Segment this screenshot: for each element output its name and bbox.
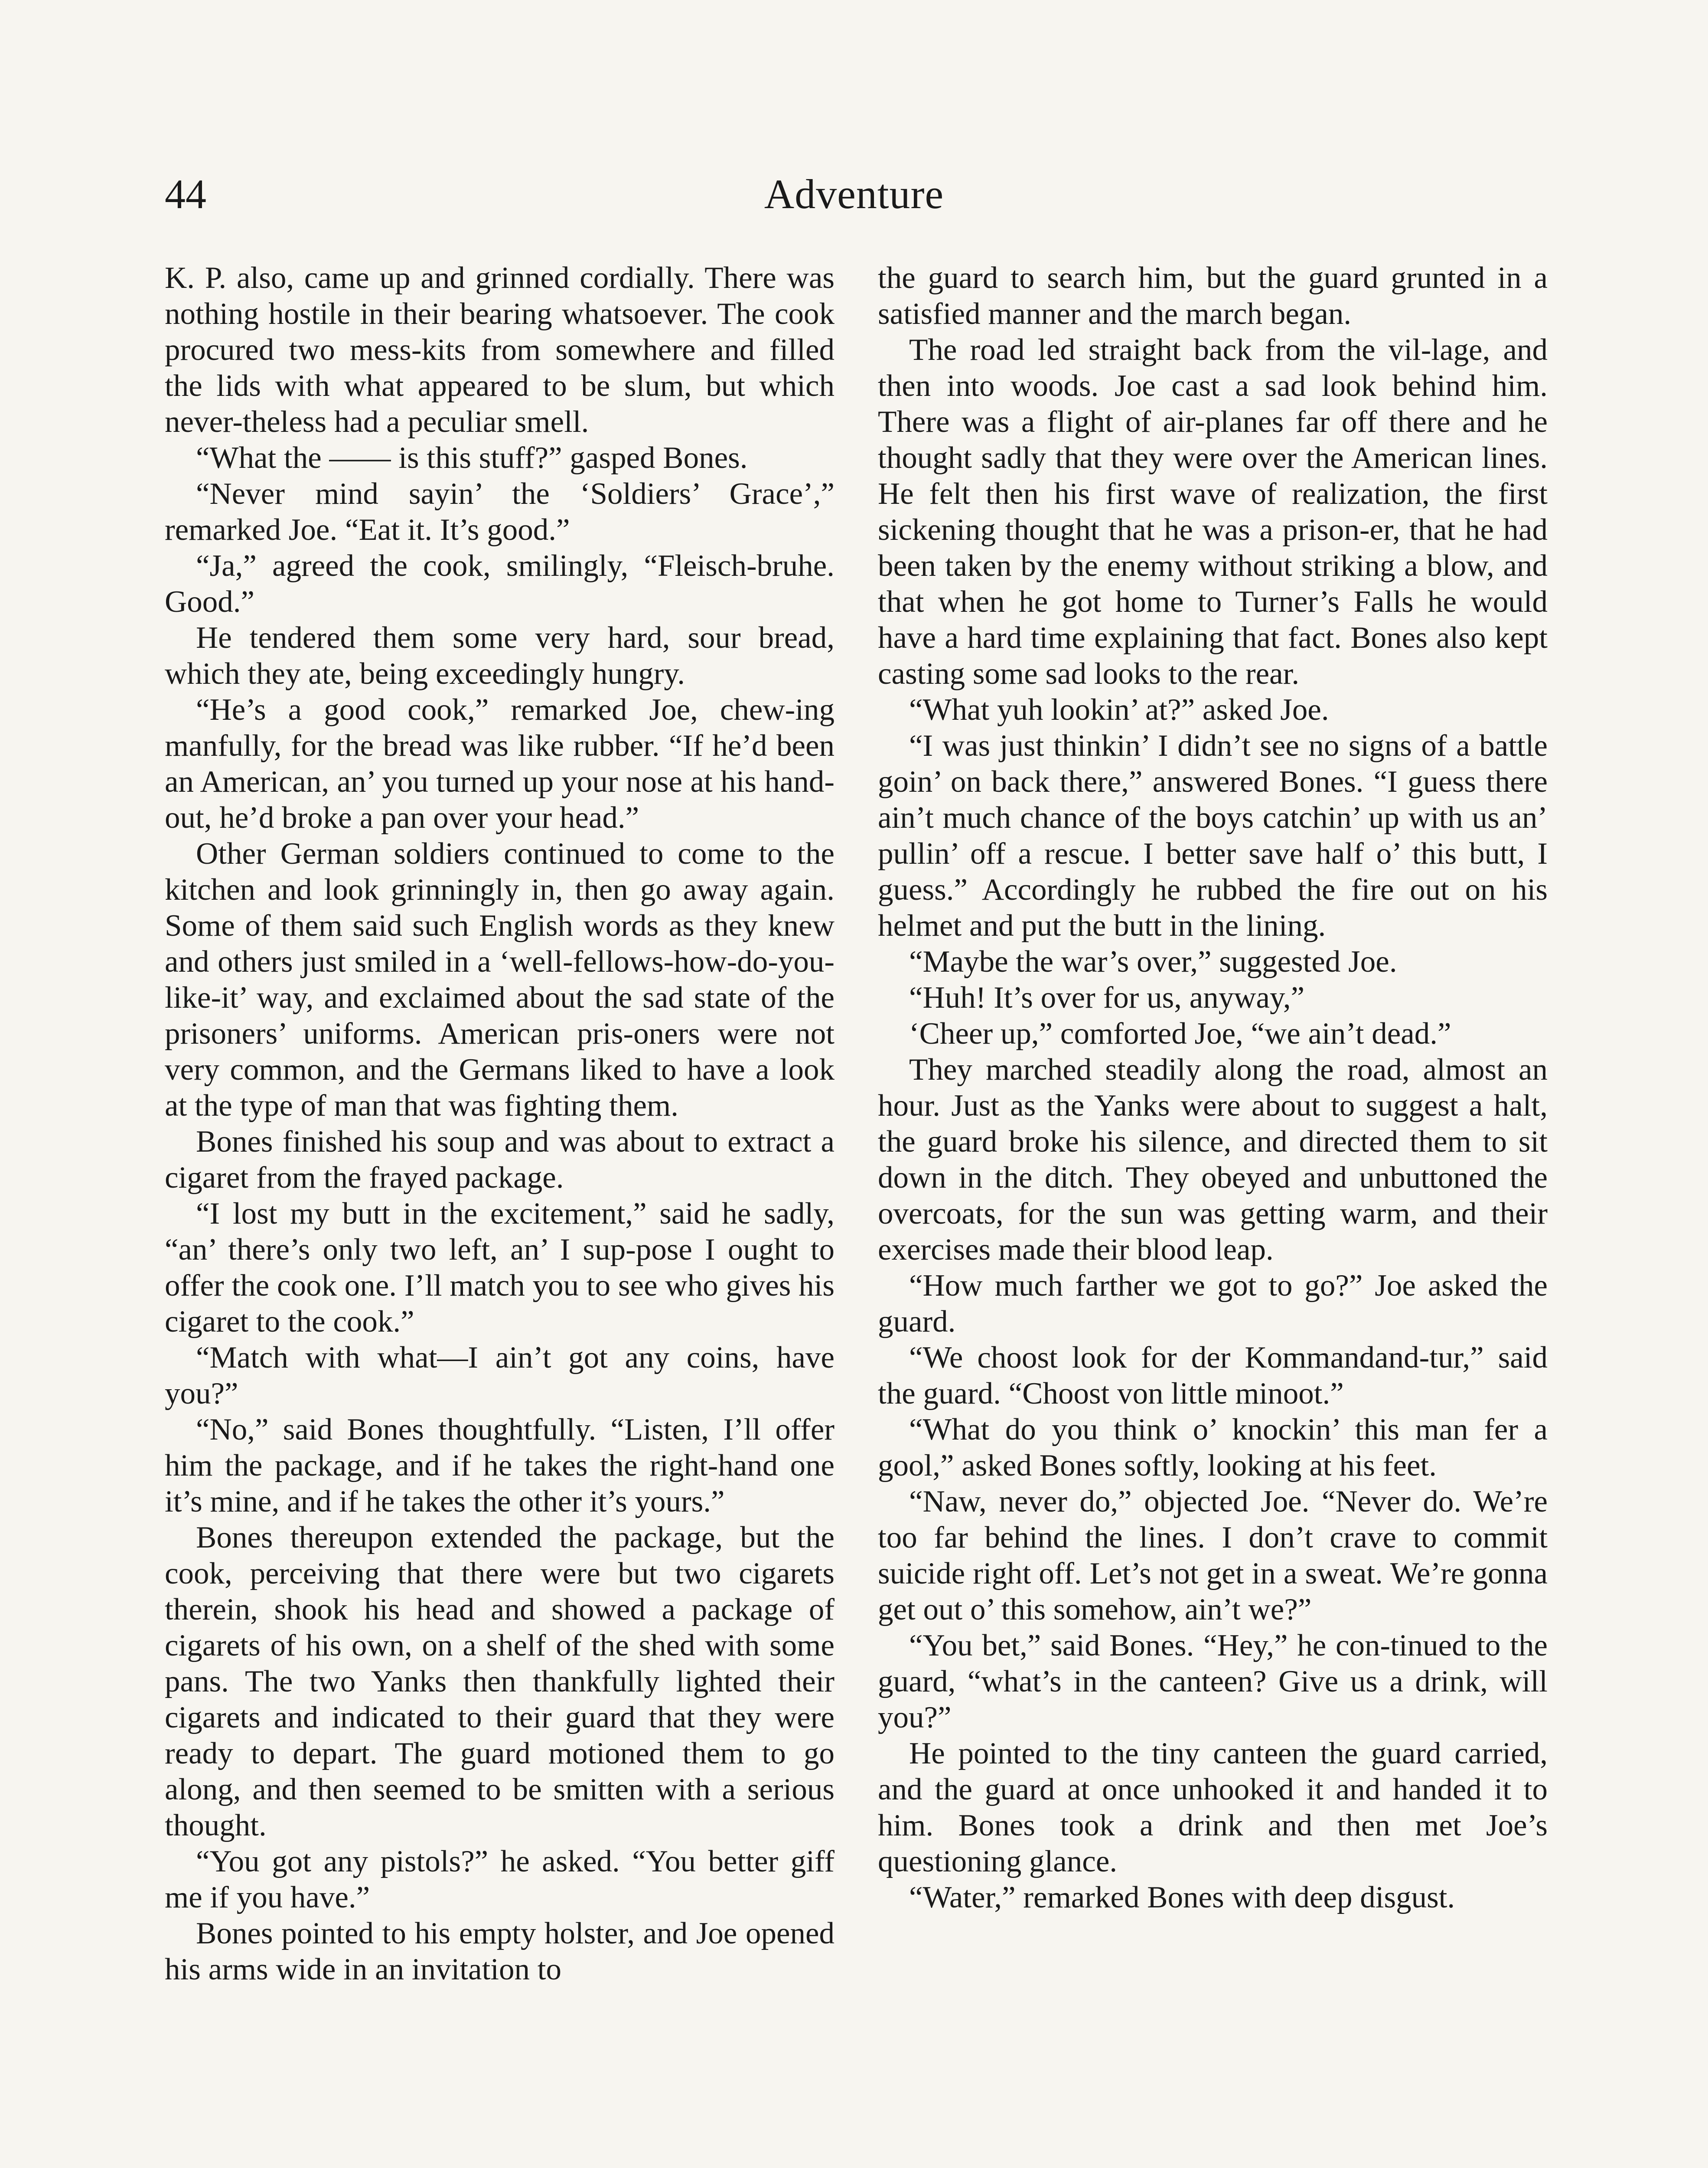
right-column bbox=[878, 260, 1548, 1916]
page-number: 44 bbox=[165, 171, 206, 217]
paragraph: “How much farther we got to go?” Joe asked the guard. bbox=[878, 1269, 1548, 1339]
paragraph: They marched steadily along the road, almost an hour. Just as the Yanks were about to suggest a halt, the guard broke his silence, and directed them to sit down in the ditch. They obeyed and unbuttoned the overcoats, for the sun was getting warm, and their exercises made their blood leap. bbox=[878, 1053, 1548, 1267]
paragraph: Bones finished his soup and was about to extract a cigaret from the frayed package. bbox=[165, 1125, 834, 1195]
paragraph: “Never mind sayin’ the ‘Soldiers’ Grace’,” remarked Joe. “Eat it. It’s good.” bbox=[165, 477, 834, 547]
paragraph: “Match with what—I ain’t got any coins, have you?” bbox=[165, 1341, 834, 1411]
paragraph: “You got any pistols?” he asked. “You better giff me if you have.” bbox=[165, 1845, 834, 1914]
paragraph: “Ja,” agreed the cook, smilingly, “Fleisch-bruhe. Good.” bbox=[165, 549, 834, 619]
paragraph: “Huh! It’s over for us, anyway,” bbox=[909, 981, 1305, 1015]
paragraph: “We choost look for der Kommandand-tur,” said the guard. “Choost von little minoot.” bbox=[878, 1341, 1548, 1411]
paragraph: Bones pointed to his empty holster, and Joe opened his arms wide in an invitation to bbox=[165, 1917, 834, 1986]
paragraph: ‘Cheer up,” comforted Joe, “we ain’t dead.” bbox=[909, 1017, 1451, 1051]
running-title: Adventure bbox=[764, 171, 944, 217]
paragraph: “Naw, never do,” objected Joe. “Never do. We’re too far behind the lines. I don’t crave to commit suicide right off. Let’s not get in a sweat. We’re gonna get out o’ this somehow, ain’t we?” bbox=[878, 1485, 1548, 1626]
paragraph: He pointed to the tiny canteen the guard carried, and the guard at once unhooked it and handed it to him. Bones took a drink and then met Joe’s questioning glance. bbox=[878, 1737, 1548, 1878]
paragraph: “What yuh lookin’ at?” asked Joe. bbox=[909, 693, 1329, 727]
paragraph: The road led straight back from the vil-lage, and then into woods. Joe cast a sad look behind him. There was a flight of air-planes far off there and he thought sadly that they were over the American lines. He felt then his first wave of realization, the first sickening thought that he was a prison-er, that he had been taken by the enemy without striking a blow, and that when he got home to Turner’s Falls he would have a hard time explaining that fact. Bones also kept casting some sad looks to the rear. bbox=[878, 333, 1548, 691]
paragraph: “I was just thinkin’ I didn’t see no signs of a battle goin’ on back there,” answered Bones. “I guess there ain’t much chance of the boys catchin’ up with us an’ pullin’ off a rescue. I better save half o’ this butt, I guess.” Accordingly he rubbed the fire out on his helmet and put the butt in the lining. bbox=[878, 729, 1548, 943]
paragraph: the guard to search him, but the guard grunted in a satisfied manner and the march began. bbox=[878, 261, 1548, 331]
page-header bbox=[165, 165, 1543, 230]
paragraph: “No,” said Bones thoughtfully. “Listen, I’ll offer him the package, and if he takes the right-hand one it’s mine, and if he takes the other it’s yours.” bbox=[165, 1413, 834, 1518]
paragraph: He tendered them some very hard, sour bread, which they ate, being exceedingly hungry. bbox=[165, 621, 834, 691]
paragraph: Bones thereupon extended the package, but the cook, perceiving that there were but two cigarets therein, shook his head and showed a package of cigarets of his own, on a shelf of the shed with some pans. The two Yanks then thankfully lighted their cigarets and indicated to their guard that they were ready to depart. The guard motioned them to go along, and then seemed to be smitten with a serious thought. bbox=[165, 1521, 834, 1842]
paragraph: “I lost my butt in the excitement,” said he sadly, “an’ there’s only two left, an’ I sup-pose I ought to offer the cook one. I’ll match you to see who gives his cigaret to the cook.” bbox=[165, 1197, 834, 1339]
paragraph: “Maybe the war’s over,” suggested Joe. bbox=[909, 945, 1397, 979]
paragraph: “Water,” remarked Bones with deep disgust. bbox=[909, 1881, 1455, 1914]
paragraph: Other German soldiers continued to come to the kitchen and look grinningly in, then go away again. Some of them said such English words as they knew and others just smiled in a ‘well-fellows-how-do-you-like-it’ way, and exclaimed about the sad state of the prisoners’ uniforms. American pris-oners were not very common, and the Germans liked to have a look at the type of man that was fighting them. bbox=[165, 837, 834, 1123]
paragraph: “What the —— is this stuff?” gasped Bones. bbox=[196, 441, 748, 475]
paragraph: “He’s a good cook,” remarked Joe, chew-ing manfully, for the bread was like rubber. “If he’d been an American, an’ you turned up your nose at his hand-out, he’d broke a pan over your head.” bbox=[165, 693, 834, 835]
paragraph: K. P. also, came up and grinned cordially. There was nothing hostile in their bearing whatsoever. The cook procured two mess-kits from somewhere and filled the lids with what appeared to be slum, but which never-theless had a peculiar smell. bbox=[165, 261, 834, 439]
left-column bbox=[165, 260, 834, 1988]
paragraph: “What do you think o’ knockin’ this man fer a gool,” asked Bones softly, looking at his feet. bbox=[878, 1413, 1548, 1482]
paragraph: “You bet,” said Bones. “Hey,” he con-tinued to the guard, “what’s in the canteen? Give us a drink, will you?” bbox=[878, 1629, 1548, 1734]
